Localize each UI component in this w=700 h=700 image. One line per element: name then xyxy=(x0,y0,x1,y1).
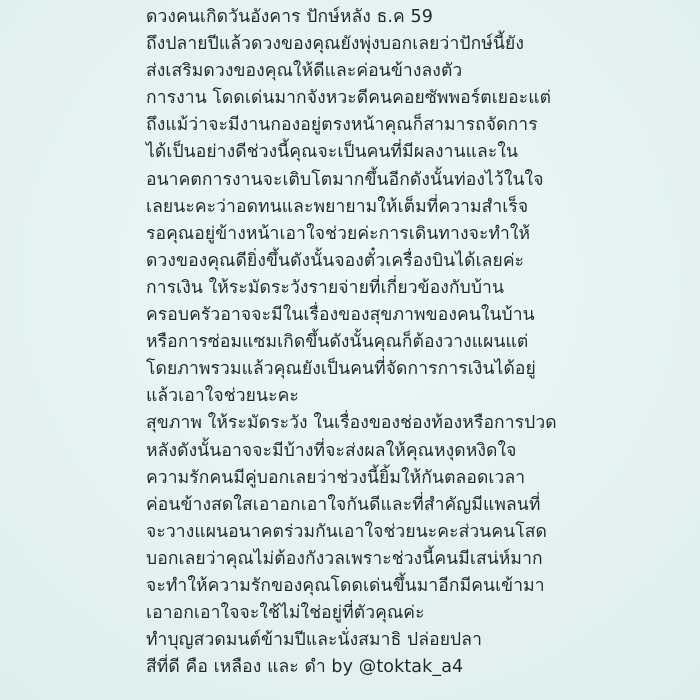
text-line: ได้เป็นอย่างดีช่วงนี้คุณจะเป็นคนที่มีผลงานและใน xyxy=(146,142,519,163)
text-line: ดวงของคุณดียิ่งขึ้นดังนั้นจองตั๋วเครื่องบินได้เลยค่ะ xyxy=(146,250,525,271)
text-line: ค่อนข้างสดใสเอาอกเอาใจกันดีและที่สำคัญมีแพลนที่ xyxy=(146,494,541,515)
text-line: หลังดังนั้นอาจจะมีบ้างที่จะส่งผลให้คุณหงุดหงิดใจ xyxy=(146,440,517,461)
text-line: บอกเลยว่าคุณไม่ต้องกังวลเพราะช่วงนี้คนมีเสน่ห์มาก xyxy=(146,548,543,569)
text-line: โดยภาพรวมแล้วคุณยังเป็นคนที่จัดการการเงินได้อยู่ xyxy=(146,359,536,380)
text-line: จะทำให้ความรักของคุณโดดเด่นขึ้นมาอีกมีคนเข้ามา xyxy=(146,575,545,596)
text-line: ถึงปลายปีแล้วดวงของคุณยังพุ่งบอกเลยว่าปักษ์นี้ยัง xyxy=(146,34,524,55)
text-line: ส่งเสริมดวงของคุณให้ดีและค่อนข้างลงตัว xyxy=(146,61,463,82)
health-section-line: สุขภาพ ให้ระมัดระวัง ในเรื่องของช่องท้องหรือการปวด xyxy=(146,413,557,434)
heading-line: ดวงคนเกิดวันอังคาร ปักษ์หลัง ธ.ค 59 xyxy=(146,7,433,27)
merit-line: ทำบุญสวดมนต์ข้ามปีและนั่งสมาธิ ปล่อยปลา xyxy=(146,630,483,651)
horoscope-text-block xyxy=(146,4,686,681)
love-section-line: ความรักคนมีคู่บอกเลยว่าช่วงนี้ยิ้มให้กันตลอดเวลา xyxy=(146,467,526,488)
text-line: ถึงแม้ว่าจะมีงานกองอยู่ตรงหน้าคุณก็สามารถจัดการ xyxy=(146,115,538,136)
text-line: เลยนะคะว่าอดทนและพยายามให้เต็มที่ความสำเร็จ xyxy=(146,196,529,217)
text-line: แล้วเอาใจช่วยนะคะ xyxy=(146,386,299,407)
finance-section-line: การเงิน ให้ระมัดระวังรายจ่ายที่เกี่ยวข้องกับบ้าน xyxy=(146,277,505,298)
lucky-colors-line: สีที่ดี คือ เหลือง และ ดำ by @toktak_a4 xyxy=(146,657,464,678)
text-line: เอาอกเอาใจจะใช้ไม่ใช่อยู่ที่ตัวคุณค่ะ xyxy=(146,603,425,624)
text-line: ครอบครัวอาจจะมีในเรื่องของสุขภาพของคนในบ้าน xyxy=(146,305,535,326)
text-line: รอคุณอยู่ข้างหน้าเอาใจช่วยค่ะการเดินทางจะทำให้ xyxy=(146,223,531,244)
work-section-line: การงาน โดดเด่นมากจังหวะดีคนคอยซัพพอร์ตเยอะแต่ xyxy=(146,88,552,109)
text-line: อนาคตการงานจะเติบโตมากขึ้นอีกดังนั้นท่องไว้ในใจ xyxy=(146,169,544,190)
text-line: จะวางแผนอนาคตร่วมกันเอาใจช่วยนะคะส่วนคนโสด xyxy=(146,521,547,542)
text-line: หรือการซ่อมแซมเกิดขึ้นดังนั้นคุณก็ต้องวางแผนแต่ xyxy=(146,332,529,353)
